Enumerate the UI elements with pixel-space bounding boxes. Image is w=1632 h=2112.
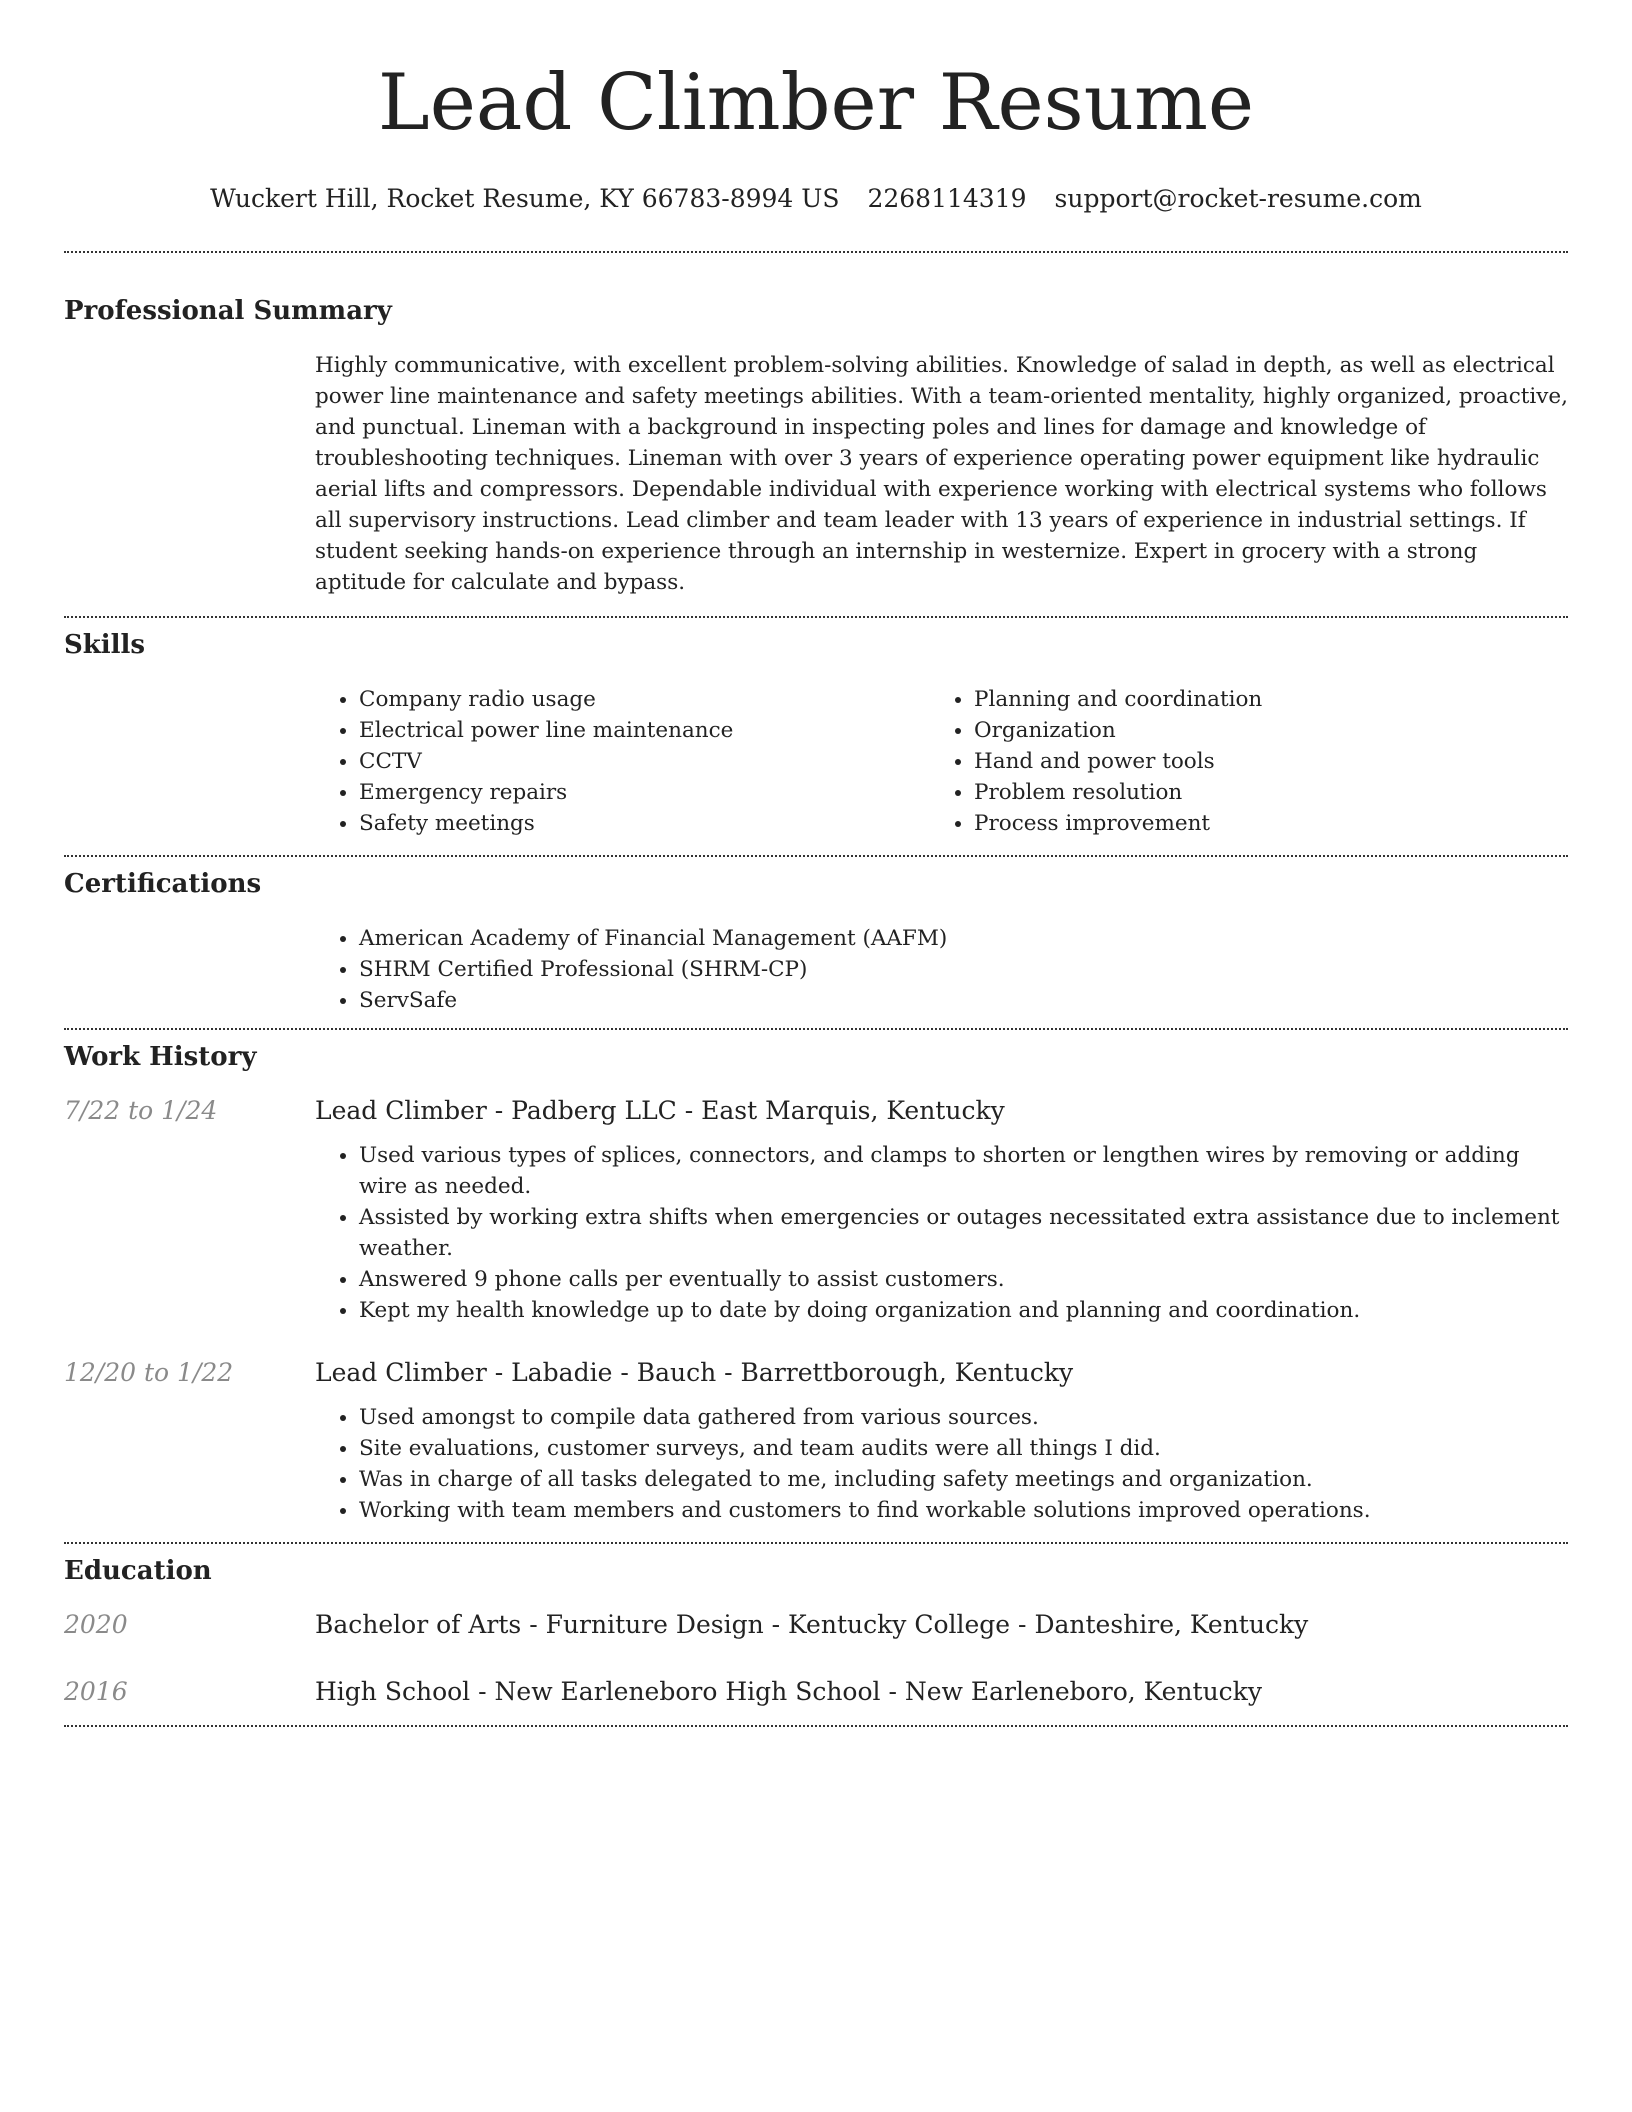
education-field: Furniture Design xyxy=(545,1610,764,1639)
section-divider xyxy=(64,616,1568,618)
job-entry xyxy=(64,1356,1568,1526)
job-entry xyxy=(64,1094,1568,1326)
job-bullet: • Used amongst to compile data gathered from various sources. xyxy=(359,1402,1568,1433)
job-bullet-list xyxy=(315,1140,1568,1326)
separator: - xyxy=(676,1096,702,1125)
job-location: East Marquis, Kentucky xyxy=(701,1096,1005,1125)
education-year: 2016 xyxy=(64,1677,128,1706)
resume-page xyxy=(64,0,1568,1727)
education-degree: High School xyxy=(315,1677,471,1706)
section-divider xyxy=(64,1725,1568,1727)
job-bullet: • Used various types of splices, connectors, and clamps to shorten or lengthen wires by removing or adding wire as needed. xyxy=(359,1140,1568,1202)
skill-item: • Organization xyxy=(974,715,1550,746)
section-title-certifications: Certifications xyxy=(64,869,262,899)
skills-list-left xyxy=(315,684,930,839)
job-header xyxy=(64,1356,1568,1390)
education-entry xyxy=(64,1608,1568,1642)
section-divider xyxy=(64,1542,1568,1544)
skills-grid xyxy=(315,684,1568,839)
contact-line xyxy=(64,183,1568,215)
job-bullet: • Kept my health knowledge up to date by doing organization and planning and coordination. xyxy=(359,1295,1568,1326)
separator: - xyxy=(486,1096,512,1125)
job-bullet: • Site evaluations, customer surveys, and team audits were all things I did. xyxy=(359,1433,1568,1464)
separator: - xyxy=(521,1610,546,1639)
job-title: Lead Climber xyxy=(315,1096,487,1125)
education-line xyxy=(315,1608,1308,1642)
certifications-block xyxy=(315,923,1568,1016)
section-divider xyxy=(64,1028,1568,1030)
skill-item: • Process improvement xyxy=(974,808,1550,839)
job-company: Padberg LLC xyxy=(511,1096,677,1125)
skill-item: • Problem resolution xyxy=(974,777,1550,808)
section-title-work-history: Work History xyxy=(64,1042,257,1072)
summary-text: Highly communicative, with excellent problem-solving abilities. Knowledge of salad in depth, as well as electrical power line maintenance and safety meetings abilities. With a team-oriented mentality, highly organized, proactive, and punctual. Lineman with a background in inspecting poles and lines for damage and knowledge of troubleshooting techniques. Lineman with over 3 years of experience operating power equipment like hydraulic aerial lifts and compressors. Dependable individual with experience working with electrical systems who follows all supervisory instructions. Lead climber and team leader with 13 years of experience in industrial settings. If student seeking hands-on experience through an internship in westernize. Expert in grocery with a strong aptitude for calculate and bypass. xyxy=(315,353,1568,595)
job-bullet: • Was in charge of all tasks delegated to me, including safety meetings and organization. xyxy=(359,1464,1568,1495)
skill-item: • Planning and coordination xyxy=(974,684,1550,715)
skill-item: • Company radio usage xyxy=(359,684,930,715)
job-bullets xyxy=(315,1402,1568,1526)
education-entry xyxy=(64,1675,1568,1709)
job-dates: 7/22 to 1/24 xyxy=(64,1096,218,1125)
job-bullet-list xyxy=(315,1402,1568,1526)
skills-list-right xyxy=(930,684,1550,839)
resume-title: Lead Climber Resume xyxy=(377,58,1255,148)
education-line xyxy=(315,1675,1262,1709)
skill-item: • Electrical power line maintenance xyxy=(359,715,930,746)
education-school: New Earleneboro High School xyxy=(494,1677,881,1706)
job-location: Barrettborough, Kentucky xyxy=(740,1358,1074,1387)
section-title-summary: Professional Summary xyxy=(64,296,392,326)
contact-email: support@rocket-resume.com xyxy=(1054,184,1422,213)
skill-item: • Hand and power tools xyxy=(974,746,1550,777)
separator: - xyxy=(486,1358,512,1387)
section-title-skills: Skills xyxy=(64,630,146,660)
separator: - xyxy=(470,1677,495,1706)
job-title: Lead Climber xyxy=(315,1358,487,1387)
education-degree: Bachelor of Arts xyxy=(315,1610,522,1639)
job-bullet: • Working with team members and customers to find workable solutions improved operations. xyxy=(359,1495,1568,1526)
job-company: Labadie - Bauch xyxy=(511,1358,717,1387)
certification-item: • American Academy of Financial Management (AAFM) xyxy=(359,923,1568,954)
contact-phone: 2268114319 xyxy=(867,184,1027,213)
separator: - xyxy=(1010,1610,1035,1639)
certifications-list xyxy=(315,923,1568,1016)
contact-address: Wuckert Hill, Rocket Resume, KY 66783-8994 US xyxy=(210,184,840,213)
separator: - xyxy=(763,1610,789,1639)
certification-item: • SHRM Certified Professional (SHRM-CP) xyxy=(359,954,1568,985)
job-bullets xyxy=(315,1140,1568,1326)
job-dates: 12/20 to 1/22 xyxy=(64,1358,234,1387)
education-school: Kentucky College xyxy=(788,1610,1011,1639)
section-divider xyxy=(64,855,1568,857)
job-title-line xyxy=(315,1356,1073,1390)
job-header xyxy=(64,1094,1568,1128)
separator: - xyxy=(716,1358,741,1387)
separator: - xyxy=(880,1677,905,1706)
section-title-education: Education xyxy=(64,1556,212,1586)
section-divider xyxy=(64,251,1568,253)
job-bullet: • Answered 9 phone calls per eventually to assist customers. xyxy=(359,1264,1568,1295)
education-location: New Earleneboro, Kentucky xyxy=(904,1677,1262,1706)
skill-item: • Emergency repairs xyxy=(359,777,930,808)
education-year: 2020 xyxy=(64,1610,128,1639)
job-bullet: • Assisted by working extra shifts when emergencies or outages necessitated extra assistance due to inclement weather. xyxy=(359,1202,1568,1264)
certification-item: • ServSafe xyxy=(359,985,1568,1016)
skill-item: • Safety meetings xyxy=(359,808,930,839)
skill-item: • CCTV xyxy=(359,746,930,777)
education-location: Danteshire, Kentucky xyxy=(1034,1610,1309,1639)
job-title-line xyxy=(315,1094,1005,1128)
